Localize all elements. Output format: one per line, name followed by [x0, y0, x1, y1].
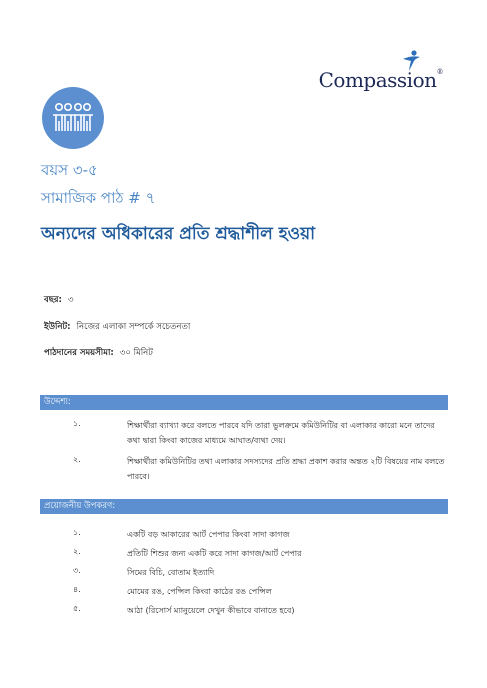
year-value: ৩ [67, 295, 74, 305]
lesson-heading: সামাজিক পাঠ # ৭ [41, 189, 156, 207]
list-item: ৫. আঠা (রিসোর্স ম্যানুয়েলে দেখুন কীভাবে বানাতে হবে) [73, 604, 295, 615]
duration-row [44, 346, 153, 360]
year-label: বছর: [44, 295, 62, 305]
objectives-header: উদ্দেশ্য: [40, 395, 448, 410]
list-item: ১. শিক্ষার্থীরা ব্যাখ্যা করে বলতে পারবে যদি তারা ভুলক্রমে কমিউনিটির বা এলাকার কারো মনে তাদের কথা দ্বারা কিংবা কাজের মাধ্যমে আঘাত/ব্যথা দেয়। [73, 419, 435, 445]
list-item: ২. প্রতিটি শিশুর জন্য একটি করে সাদা কাগজ/আর্ট পেপার [73, 547, 302, 558]
year-row [44, 293, 74, 307]
duration-value: ৩০ মিনিট [119, 348, 153, 358]
unit-label: ইউনিট: [44, 322, 71, 332]
materials-header: প্রয়োজনীয় উপকরণ: [40, 499, 448, 514]
children-badge [42, 87, 104, 149]
materials-list [40, 527, 448, 622]
objectives-list [40, 418, 448, 484]
list-item: ২. শিক্ষার্থীরা কমিউনিটির তথা এলাকার সদস্যদের প্রতি শ্রদ্ধা প্রকাশ করার অন্তত ২টি বিষয়ের নাম বলতে পারবে। [73, 455, 445, 481]
age-heading: বয়স ৩-৫ [41, 161, 98, 179]
compassion-wordmark: Compassion® [318, 68, 443, 92]
page-title: অন্যদের অধিকারের প্রতি শ্রদ্ধাশীল হওয়া [41, 224, 316, 244]
unit-value: নিজের এলাকা সম্পর্কে সচেতনতা [76, 322, 191, 332]
duration-label: পাঠদানের সময়সীমা: [44, 348, 114, 358]
list-item: ৪. মোমের রঙ, পেন্সিল কিংবা কাঠের রঙ পেন্সিল [73, 585, 272, 596]
compassion-logo [319, 50, 443, 92]
list-item: ৩. সিমের বিচি, বোতাম ইত্যাদি [73, 566, 215, 577]
unit-row [44, 320, 190, 334]
list-item: ১. একটি বড় আকারের আর্ট পেপার কিংবা সাদা কাগজ [73, 528, 290, 539]
group-of-people-icon [51, 101, 95, 135]
